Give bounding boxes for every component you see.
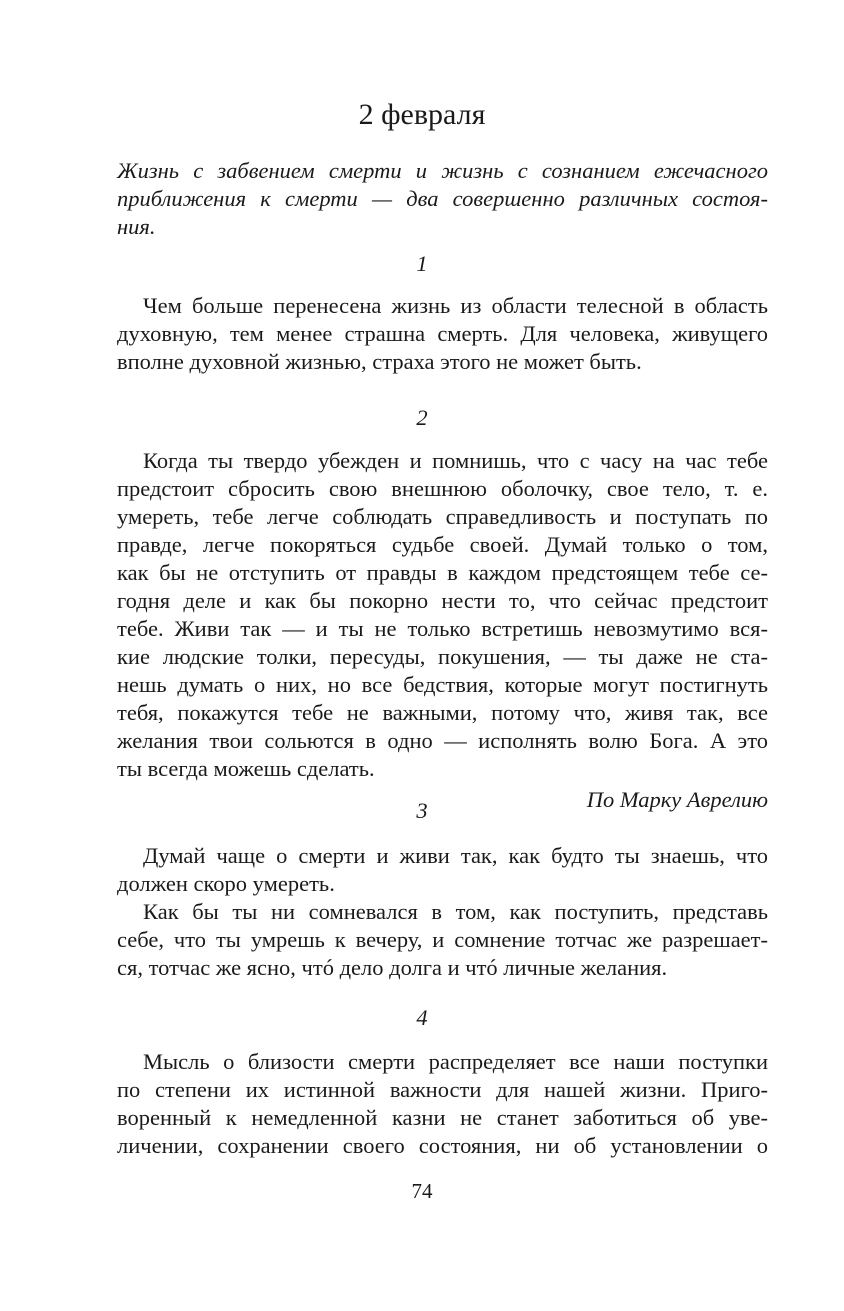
- text-line: Когда ты твердо убежден и помнишь, что с часу на час тебе: [143, 448, 768, 473]
- text-line: должен скоро умереть.: [117, 871, 335, 896]
- section-number: 4: [416, 1005, 428, 1030]
- text-line: кие людские толки, пересуды, покушения, — ты даже не ста-: [117, 644, 768, 669]
- text-line: годня деле и как бы покорно нести то, что сейчас предстоит: [117, 588, 768, 613]
- page-title: 2 февраля: [358, 98, 486, 131]
- section-number: 1: [416, 251, 428, 276]
- text-line: Думай чаще о смерти и живи так, как будто ты знаешь, что: [143, 843, 768, 868]
- text-line: личении, сохранении своего состояния, ни об установлении о: [117, 1133, 768, 1158]
- text-line: по степени их истинной важности для нашей жизни. Приго-: [117, 1077, 768, 1102]
- epigraph-line: приближения к смерти — два совершенно различных состоя-: [117, 186, 768, 211]
- text-line: себе, что ты умрешь к вечеру, и сомнение тотчас же разрешает-: [117, 927, 768, 952]
- epigraph-line: Жизнь с забвением смерти и жизнь с сознанием ежечасного: [117, 158, 768, 183]
- section-number: 3: [416, 798, 428, 823]
- text-line: правде, легче покоряться судьбе своей. Думай только о том,: [117, 532, 768, 557]
- attribution: По Марку Аврелию: [586, 787, 768, 812]
- text-line: духовную, тем менее страшна смерть. Для человека, живущего: [117, 321, 768, 346]
- text-line: желания твои сольются в одно — исполнять волю Бога. А это: [117, 728, 768, 753]
- page-number: 74: [411, 1179, 433, 1203]
- text-line: тебе. Живи так — и ты не только встретишь невозмутимо вся-: [117, 616, 768, 641]
- text-line: воренный к немедленной казни не станет заботиться об уве-: [117, 1105, 768, 1130]
- text-line: как бы не отступить от правды в каждом предстоящем тебе се-: [117, 560, 768, 585]
- epigraph-line: ния.: [117, 214, 156, 239]
- text-line: предстоит сбросить свою внешнюю оболочку, свое тело, т. е.: [117, 476, 768, 501]
- text-line: Мысль о близости смерти распределяет все наши поступки: [143, 1049, 768, 1074]
- text-line: Чем больше перенесена жизнь из области телесной в область: [143, 293, 768, 318]
- text-line: нешь думать о них, но все бедствия, которые могут постигнуть: [117, 672, 768, 697]
- text-line: умереть, тебе легче соблюдать справедливость и поступать по: [117, 504, 768, 529]
- text-line: ся, тотчас же ясно, чтó дело долга и чтó личные желания.: [117, 955, 668, 980]
- section-number: 2: [416, 405, 428, 430]
- text-line: ты всегда можешь сделать.: [117, 756, 375, 781]
- text-line: вполне духовной жизнью, страха этого не может быть.: [117, 349, 642, 374]
- text-line: тебя, покажутся тебе не важными, потому что, живя так, все: [117, 700, 768, 725]
- text-line: Как бы ты ни сомневался в том, как поступить, представь: [143, 899, 768, 924]
